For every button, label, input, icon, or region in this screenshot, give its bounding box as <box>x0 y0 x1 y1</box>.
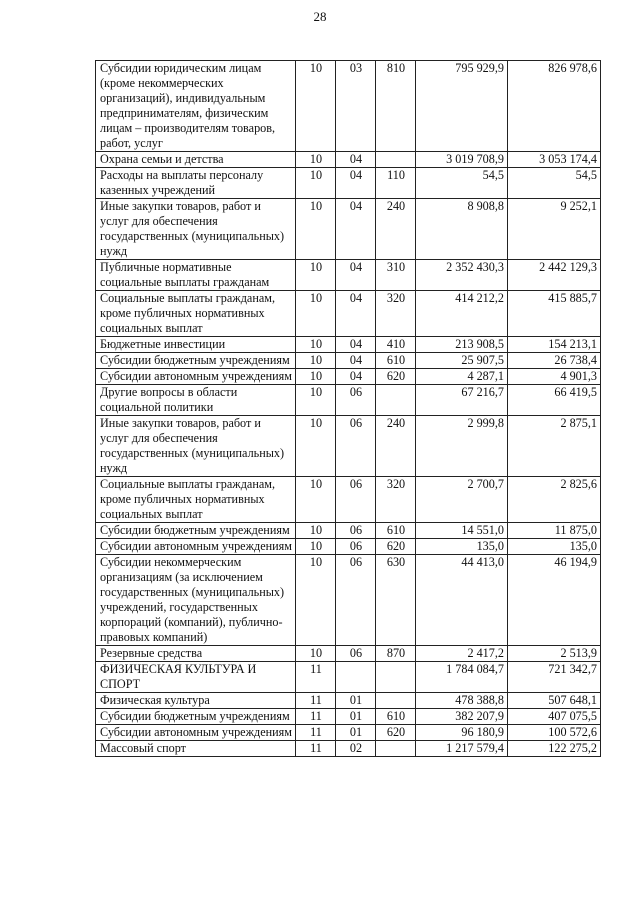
row-amount-year-2: 11 875,0 <box>508 523 601 539</box>
row-subsection: 04 <box>336 291 376 337</box>
row-expense-type: 620 <box>376 725 416 741</box>
row-amount-year-2: 415 885,7 <box>508 291 601 337</box>
row-subsection: 01 <box>336 725 376 741</box>
table-row <box>96 61 601 152</box>
row-expense-type: 410 <box>376 337 416 353</box>
row-amount-year-1: 25 907,5 <box>416 353 508 369</box>
table-row <box>96 555 601 646</box>
row-section: 10 <box>296 61 336 152</box>
row-subsection: 04 <box>336 369 376 385</box>
row-name: Резервные средства <box>96 646 296 662</box>
row-amount-year-2: 2 513,9 <box>508 646 601 662</box>
row-subsection: 04 <box>336 337 376 353</box>
row-name: ФИЗИЧЕСКАЯ КУЛЬТУРА И СПОРТ <box>96 662 296 693</box>
row-subsection: 06 <box>336 555 376 646</box>
row-amount-year-2: 135,0 <box>508 539 601 555</box>
row-name: Охрана семьи и детства <box>96 152 296 168</box>
row-name: Субсидии бюджетным учреждениям <box>96 353 296 369</box>
row-section: 10 <box>296 539 336 555</box>
row-section: 10 <box>296 555 336 646</box>
row-name: Субсидии юридическим лицам (кроме некоммерческих организаций), индивидуальным предпринимателям, физическим лицам – производителям товаров, работ, услуг <box>96 61 296 152</box>
row-section: 10 <box>296 199 336 260</box>
row-amount-year-1: 2 417,2 <box>416 646 508 662</box>
table-row <box>96 725 601 741</box>
row-amount-year-1: 213 908,5 <box>416 337 508 353</box>
table-row <box>96 741 601 757</box>
row-amount-year-1: 478 388,8 <box>416 693 508 709</box>
row-subsection: 04 <box>336 168 376 199</box>
table-row <box>96 416 601 477</box>
row-amount-year-2: 100 572,6 <box>508 725 601 741</box>
row-amount-year-2: 2 825,6 <box>508 477 601 523</box>
row-expense-type: 320 <box>376 291 416 337</box>
row-amount-year-1: 2 999,8 <box>416 416 508 477</box>
row-name: Расходы на выплаты персоналу казенных учреждений <box>96 168 296 199</box>
row-section: 10 <box>296 385 336 416</box>
row-amount-year-1: 1 217 579,4 <box>416 741 508 757</box>
row-expense-type: 610 <box>376 523 416 539</box>
budget-table-body <box>96 61 601 757</box>
table-row <box>96 152 601 168</box>
budget-table <box>95 60 601 757</box>
row-expense-type: 870 <box>376 646 416 662</box>
page-number: 28 <box>313 9 327 24</box>
row-expense-type: 630 <box>376 555 416 646</box>
row-section: 10 <box>296 353 336 369</box>
table-row <box>96 709 601 725</box>
row-section: 11 <box>296 741 336 757</box>
table-row <box>96 646 601 662</box>
row-section: 10 <box>296 152 336 168</box>
row-amount-year-2: 26 738,4 <box>508 353 601 369</box>
row-amount-year-2: 54,5 <box>508 168 601 199</box>
row-name: Бюджетные инвестиции <box>96 337 296 353</box>
row-subsection: 01 <box>336 709 376 725</box>
row-name: Социальные выплаты гражданам, кроме публичных нормативных социальных выплат <box>96 477 296 523</box>
row-name: Субсидии некоммерческим организациям (за исключением государственных (муниципальных) учреждений, государственных корпораций (компаний), публично-правовых компаний) <box>96 555 296 646</box>
row-expense-type: 110 <box>376 168 416 199</box>
row-section: 10 <box>296 168 336 199</box>
row-expense-type: 320 <box>376 477 416 523</box>
table-row <box>96 662 601 693</box>
row-expense-type: 240 <box>376 199 416 260</box>
row-name: Социальные выплаты гражданам, кроме публичных нормативных социальных выплат <box>96 291 296 337</box>
row-subsection: 06 <box>336 539 376 555</box>
row-section: 10 <box>296 369 336 385</box>
table-row <box>96 291 601 337</box>
row-amount-year-1: 44 413,0 <box>416 555 508 646</box>
row-section: 10 <box>296 291 336 337</box>
table-row <box>96 523 601 539</box>
row-name: Публичные нормативные социальные выплаты гражданам <box>96 260 296 291</box>
row-amount-year-2: 66 419,5 <box>508 385 601 416</box>
row-amount-year-1: 2 352 430,3 <box>416 260 508 291</box>
row-name: Субсидии бюджетным учреждениям <box>96 523 296 539</box>
table-row <box>96 353 601 369</box>
row-amount-year-1: 4 287,1 <box>416 369 508 385</box>
row-expense-type <box>376 152 416 168</box>
row-subsection: 06 <box>336 385 376 416</box>
row-amount-year-2: 826 978,6 <box>508 61 601 152</box>
row-amount-year-1: 135,0 <box>416 539 508 555</box>
row-expense-type: 620 <box>376 369 416 385</box>
row-subsection: 03 <box>336 61 376 152</box>
row-amount-year-2: 407 075,5 <box>508 709 601 725</box>
table-row <box>96 477 601 523</box>
row-name: Субсидии автономным учреждениям <box>96 369 296 385</box>
row-name: Субсидии бюджетным учреждениям <box>96 709 296 725</box>
row-name: Другие вопросы в области социальной политики <box>96 385 296 416</box>
row-amount-year-2: 2 442 129,3 <box>508 260 601 291</box>
row-name: Субсидии автономным учреждениям <box>96 539 296 555</box>
table-row <box>96 199 601 260</box>
row-subsection: 06 <box>336 416 376 477</box>
table-row <box>96 539 601 555</box>
table-row <box>96 385 601 416</box>
row-section: 11 <box>296 709 336 725</box>
row-subsection: 01 <box>336 693 376 709</box>
row-section: 10 <box>296 416 336 477</box>
row-name: Физическая культура <box>96 693 296 709</box>
table-row <box>96 260 601 291</box>
row-subsection <box>336 662 376 693</box>
row-section: 11 <box>296 662 336 693</box>
row-amount-year-2: 4 901,3 <box>508 369 601 385</box>
row-section: 10 <box>296 337 336 353</box>
row-section: 10 <box>296 260 336 291</box>
row-amount-year-1: 14 551,0 <box>416 523 508 539</box>
table-row <box>96 168 601 199</box>
row-amount-year-1: 382 207,9 <box>416 709 508 725</box>
row-amount-year-1: 67 216,7 <box>416 385 508 416</box>
table-row <box>96 369 601 385</box>
row-amount-year-1: 414 212,2 <box>416 291 508 337</box>
row-section: 11 <box>296 725 336 741</box>
row-amount-year-2: 46 194,9 <box>508 555 601 646</box>
row-amount-year-1: 54,5 <box>416 168 508 199</box>
row-expense-type <box>376 741 416 757</box>
row-amount-year-2: 507 648,1 <box>508 693 601 709</box>
table-row <box>96 693 601 709</box>
row-subsection: 04 <box>336 260 376 291</box>
row-amount-year-2: 2 875,1 <box>508 416 601 477</box>
row-amount-year-1: 1 784 084,7 <box>416 662 508 693</box>
row-subsection: 06 <box>336 523 376 539</box>
row-name: Массовый спорт <box>96 741 296 757</box>
row-section: 11 <box>296 693 336 709</box>
row-subsection: 04 <box>336 152 376 168</box>
row-subsection: 06 <box>336 646 376 662</box>
row-name: Субсидии автономным учреждениям <box>96 725 296 741</box>
row-subsection: 02 <box>336 741 376 757</box>
row-expense-type: 240 <box>376 416 416 477</box>
row-subsection: 04 <box>336 353 376 369</box>
row-expense-type: 610 <box>376 353 416 369</box>
row-expense-type: 810 <box>376 61 416 152</box>
row-expense-type <box>376 662 416 693</box>
row-amount-year-2: 122 275,2 <box>508 741 601 757</box>
row-amount-year-1: 2 700,7 <box>416 477 508 523</box>
row-amount-year-2: 9 252,1 <box>508 199 601 260</box>
row-amount-year-1: 795 929,9 <box>416 61 508 152</box>
row-expense-type <box>376 385 416 416</box>
row-expense-type <box>376 693 416 709</box>
table-row <box>96 337 601 353</box>
row-expense-type: 310 <box>376 260 416 291</box>
row-section: 10 <box>296 646 336 662</box>
row-amount-year-1: 96 180,9 <box>416 725 508 741</box>
row-section: 10 <box>296 523 336 539</box>
row-amount-year-2: 3 053 174,4 <box>508 152 601 168</box>
row-expense-type: 610 <box>376 709 416 725</box>
row-amount-year-1: 3 019 708,9 <box>416 152 508 168</box>
row-amount-year-2: 154 213,1 <box>508 337 601 353</box>
row-subsection: 06 <box>336 477 376 523</box>
row-expense-type: 620 <box>376 539 416 555</box>
row-amount-year-1: 8 908,8 <box>416 199 508 260</box>
row-section: 10 <box>296 477 336 523</box>
row-amount-year-2: 721 342,7 <box>508 662 601 693</box>
row-name: Иные закупки товаров, работ и услуг для обеспечения государственных (муниципальных) нужд <box>96 199 296 260</box>
row-subsection: 04 <box>336 199 376 260</box>
row-name: Иные закупки товаров, работ и услуг для обеспечения государственных (муниципальных) нужд <box>96 416 296 477</box>
